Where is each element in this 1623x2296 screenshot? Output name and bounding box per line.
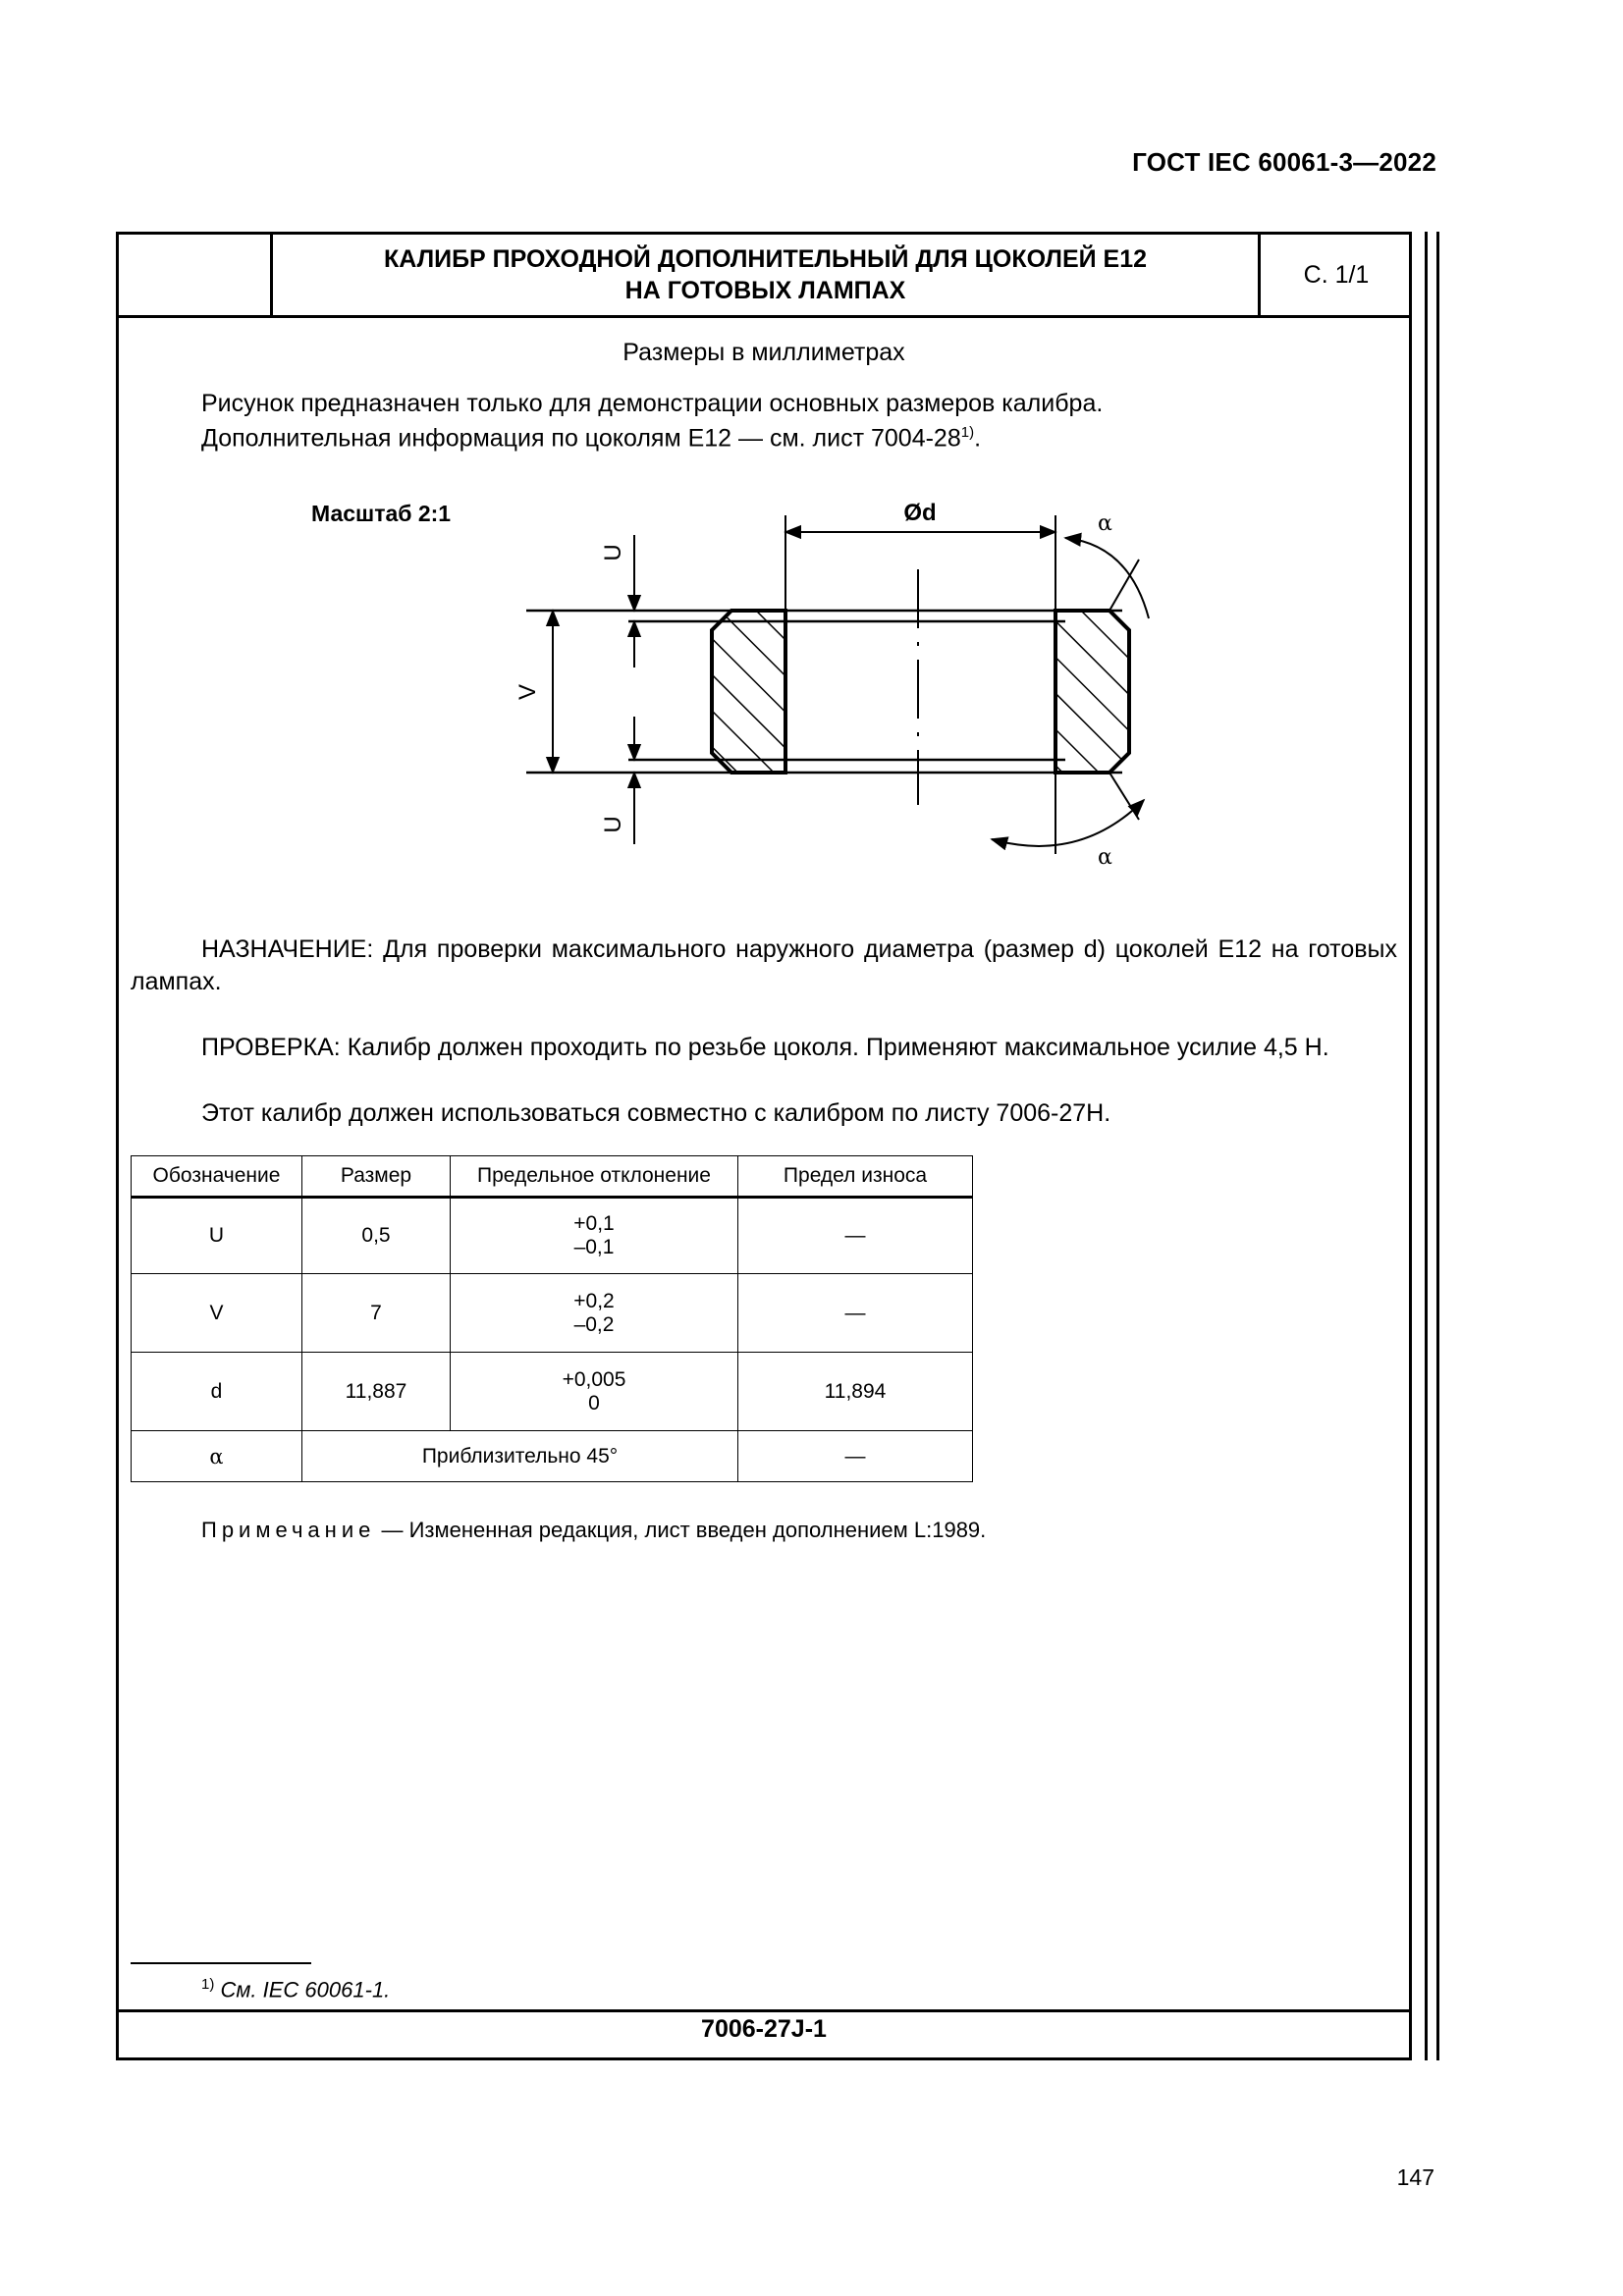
units-note: Размеры в миллиметрах (622, 339, 905, 366)
page-number: 147 (1396, 2164, 1434, 2190)
scale-label: Масштаб 2:1 (311, 501, 452, 526)
v-label: V (514, 683, 541, 701)
header-wear-limit: Предел износа (738, 1156, 973, 1198)
section-right (1055, 611, 1129, 773)
section-left (712, 611, 785, 773)
note (201, 1518, 986, 1543)
header-deviation: Предельное отклонение (451, 1156, 738, 1198)
gauge-drawing (0, 0, 1623, 923)
footnote-ref: 1) (960, 424, 975, 441)
alpha-label-bottom: α (1098, 845, 1112, 870)
d-label: Ød (903, 500, 937, 526)
alpha-extension-bottom (1109, 773, 1139, 820)
intro-line-2: Дополнительная информация по цоколям Е12 — см. лист 7004-28$^{1)}$. (201, 424, 982, 453)
alpha-arc-top (1065, 538, 1149, 618)
title-line-2: НА ГОТОВЫХ ЛАМПАХ (624, 277, 906, 304)
table-row: U 0,5 +0,1 –0,1 — (132, 1198, 973, 1274)
check-paragraph: ПРОВЕРКА: Калибр должен проходить по резьбе цоколя. Применяют максимальное усилие 4,5 Н. (201, 1034, 1329, 1061)
header-designation: Обозначение (132, 1156, 302, 1198)
title-line-1: КАЛИБР ПРОХОДНОЙ ДОПОЛНИТЕЛЬНЫЙ ДЛЯ ЦОКОЛЕЙ Е12 (383, 245, 1148, 273)
note-label: Примечание (201, 1518, 376, 1542)
table-row: V 7 +0,2 –0,2 — (132, 1274, 973, 1353)
purpose-paragraph: НАЗНАЧЕНИЕ: Для проверки максимального наружного диаметра (размер d) цоколей Е12 на готовых лампах. (131, 935, 1397, 995)
standard-number: ГОСТ IEC 60061-3—2022 (1132, 147, 1436, 177)
combined-paragraph: Этот калибр должен использоваться совместно с калибром по листу 7006-27Н. (201, 1099, 1111, 1127)
table-row-alpha: α Приблизительно 45° — (132, 1431, 973, 1482)
dimensions-table (131, 1155, 973, 1482)
u-label-top: U (600, 544, 626, 561)
alpha-label-top: α (1098, 511, 1112, 536)
sheet-code: 7006-27J-1 (701, 2015, 827, 2043)
footnote-rule (131, 1962, 311, 1964)
footnote: $^{1)}$ См. IEC 60061-1. (201, 1976, 391, 2002)
footer-divider (116, 2009, 1412, 2012)
intro-line-1: Рисунок предназначен только для демонстрации основных размеров калибра. (201, 390, 1104, 417)
alpha-arc-bottom (992, 800, 1144, 846)
table-row: d 11,887 +0,005 0 11,894 (132, 1353, 973, 1431)
note-text: — Измененная редакция, лист введен дополнением L:1989. (375, 1518, 987, 1542)
sheet-number: С. 1/1 (1303, 260, 1370, 289)
u-label-bottom: U (600, 816, 626, 833)
table-header-row (132, 1156, 973, 1198)
header-size: Размер (302, 1156, 451, 1198)
